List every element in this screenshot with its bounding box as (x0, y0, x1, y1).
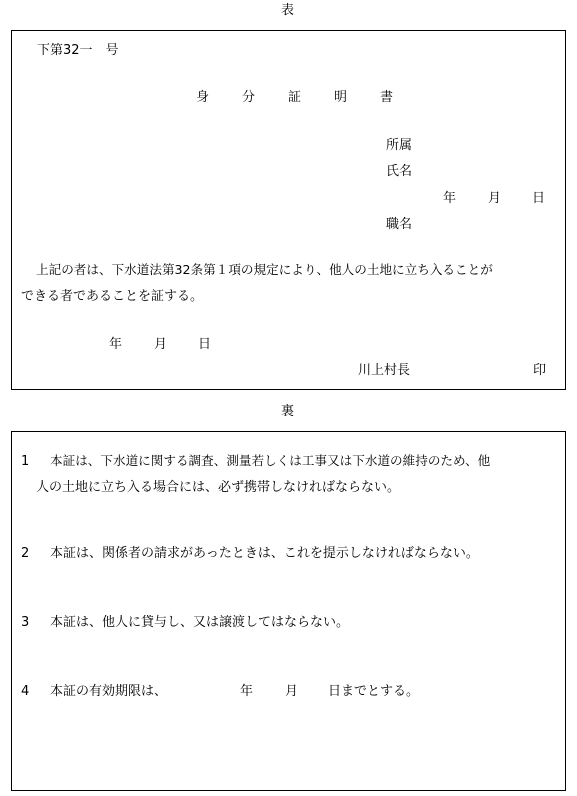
rule-number: 2 (21, 546, 30, 561)
back-card (11, 431, 566, 791)
name-label: 氏名 (386, 164, 413, 179)
rule-number: 3 (21, 615, 30, 630)
issue-month: 月 (154, 337, 168, 352)
birth-year: 年 (443, 191, 457, 206)
issue-day: 日 (198, 337, 212, 352)
title-char: 証 (288, 90, 302, 105)
rule-number: 1 (21, 454, 30, 469)
birth-date (443, 192, 553, 206)
rule-text: 本証の有効期限は、 (50, 684, 168, 699)
expiry-month: 月 (285, 684, 299, 699)
birth-day: 日 (532, 191, 546, 206)
rule-number: 4 (21, 684, 30, 699)
front-side-label: 表 (281, 3, 295, 18)
affiliation-label: 所属 (386, 138, 413, 153)
document-title (196, 91, 396, 105)
issue-year: 年 (109, 337, 123, 352)
issue-date (109, 338, 219, 352)
title-char: 明 (334, 90, 348, 105)
title-char: 分 (242, 90, 256, 105)
rule-text: 本証は、下水道に関する調査、測量若しくは工事又は下水道の維持のため、他 (50, 453, 491, 468)
expiry-day-suffix: 日までとする。 (328, 684, 420, 699)
back-side-label: 裏 (281, 404, 295, 419)
birth-month: 月 (488, 191, 502, 206)
statement-line-2: できる者であることを証する。 (21, 289, 204, 304)
rule-text: 本証は、他人に貸与し、又は譲渡してはならない。 (50, 615, 350, 630)
title-char: 身 (196, 90, 210, 105)
front-card (11, 30, 566, 390)
expiry-year: 年 (240, 684, 254, 699)
statement-line-1: 上記の者は、下水道法第32条第１項の規定により、他人の土地に立ち入ることが (36, 262, 493, 277)
rule-text: 本証は、関係者の請求があったときは、これを提示しなければならない。 (50, 546, 479, 561)
issuer-name: 川上村長 (358, 363, 411, 378)
doc-number: 下第32一 号 (37, 43, 119, 58)
rule-text-continued: 人の土地に立ち入る場合には、必ず携帯しなければならない。 (36, 480, 401, 495)
seal-mark: 印 (533, 363, 547, 378)
position-label: 職名 (386, 217, 413, 232)
title-char: 書 (380, 90, 394, 105)
